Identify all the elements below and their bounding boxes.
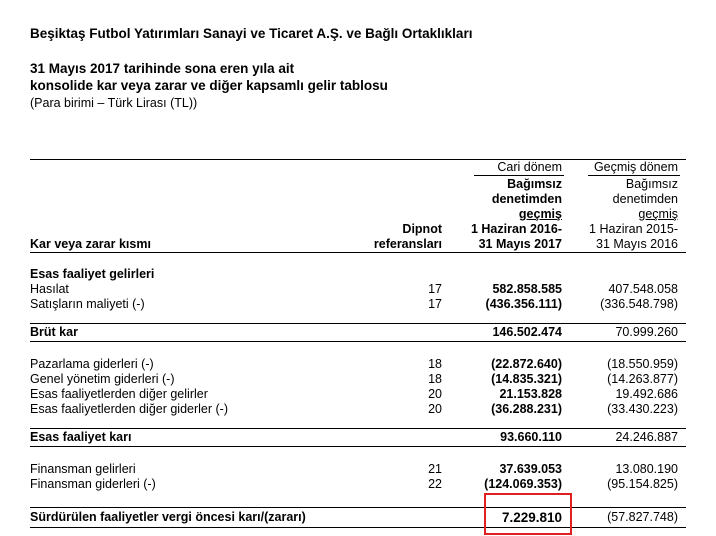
row-current: 37.639.053: [499, 462, 562, 476]
prior-audit-line3: geçmiş: [638, 207, 678, 221]
current-range-line1: 1 Haziran 2016-: [470, 222, 562, 236]
row-current: (436.356.111): [485, 297, 562, 311]
prior-range-line1: 1 Haziran 2015-: [589, 222, 678, 236]
row-label: Esas faaliyetlerden diğer giderler (-): [30, 402, 229, 416]
currency-note: (Para birimi – Türk Lirası (TL)): [30, 96, 198, 110]
row-rule: [30, 323, 686, 324]
prior-audit-line1: Bağımsız: [625, 177, 678, 191]
row-rule: [30, 446, 686, 447]
row-note: 22: [428, 477, 442, 491]
row-current: (36.288.231): [491, 402, 562, 416]
row-note: 17: [428, 282, 442, 296]
row-rule: [30, 527, 686, 528]
note-header-line2: referansları: [373, 237, 442, 251]
row-current: 93.660.110: [500, 430, 562, 444]
row-prior: (95.154.825): [607, 477, 678, 491]
section-label: Kar veya zarar kısmı: [30, 237, 151, 251]
row-current: 582.858.585: [492, 282, 562, 296]
row-label: Finansman gelirleri: [30, 462, 136, 476]
row-prior: 24.246.887: [615, 430, 678, 444]
row-current: 146.502.474: [492, 325, 562, 339]
row-prior: 70.999.260: [615, 325, 678, 339]
prior-range-line2: 31 Mayıs 2016: [596, 237, 678, 251]
row-label: Esas faaliyet gelirleri: [30, 267, 155, 281]
row-label-total: Brüt kar: [30, 325, 78, 339]
current-audit-line2: denetimden: [491, 192, 562, 206]
row-note: 21: [428, 462, 442, 476]
current-audit-line1: Bağımsız: [507, 177, 562, 191]
prior-period-rule: [588, 175, 680, 176]
row-current: (22.872.640): [491, 357, 562, 371]
current-period-header: Cari dönem: [497, 160, 562, 174]
row-current: 7.229.810: [501, 510, 562, 525]
highlight-box: [484, 493, 572, 535]
row-label: Genel yönetim giderleri (-): [30, 372, 175, 386]
current-audit-line3: geçmiş: [518, 207, 562, 221]
row-rule: [30, 428, 686, 429]
note-header-line1: Dipnot: [402, 222, 442, 236]
row-label-total: Sürdürülen faaliyetler vergi öncesi karı/(zararı): [30, 510, 306, 524]
row-note: 18: [428, 372, 442, 386]
row-label: Hasılat: [30, 282, 69, 296]
row-current: (14.835.321): [491, 372, 562, 386]
prior-audit-line2: denetimden: [612, 192, 678, 206]
row-prior: 19.492.686: [615, 387, 678, 401]
prior-period-header: Geçmiş dönem: [593, 160, 678, 174]
row-label-total: Esas faaliyet karı: [30, 430, 132, 444]
row-note: 17: [428, 297, 442, 311]
top-rule: [30, 159, 686, 160]
current-range-line2: 31 Mayıs 2017: [478, 237, 562, 251]
row-prior: (18.550.959): [607, 357, 678, 371]
row-note: 20: [428, 402, 442, 416]
row-current: (124.069.353): [484, 477, 562, 491]
statement-title-line2: konsolide kar veya zarar ve diğer kapsamlı gelir tablosu: [30, 78, 388, 93]
row-prior: (14.263.877): [607, 372, 678, 386]
row-current: 21.153.828: [499, 387, 562, 401]
row-rule: [30, 341, 686, 342]
company-title: Beşiktaş Futbol Yatırımları Sanayi ve Ticaret A.Ş. ve Bağlı Ortaklıkları: [30, 26, 473, 41]
row-prior: (33.430.223): [607, 402, 678, 416]
row-label: Pazarlama giderleri (-): [30, 357, 154, 371]
row-label: Esas faaliyetlerden diğer gelirler: [30, 387, 208, 401]
row-prior: 407.548.058: [608, 282, 678, 296]
row-label: Satışların maliyeti (-): [30, 297, 145, 311]
header-bottom-rule: [30, 252, 686, 253]
row-rule: [30, 507, 686, 508]
row-note: 18: [428, 357, 442, 371]
row-label: Finansman giderleri (-): [30, 477, 156, 491]
statement-title-line1: 31 Mayıs 2017 tarihinde sona eren yıla ait: [30, 61, 295, 76]
row-prior: (57.827.748): [607, 510, 678, 524]
row-prior: (336.548.798): [600, 297, 678, 311]
current-period-rule: [474, 175, 564, 176]
row-note: 20: [428, 387, 442, 401]
row-prior: 13.080.190: [615, 462, 678, 476]
